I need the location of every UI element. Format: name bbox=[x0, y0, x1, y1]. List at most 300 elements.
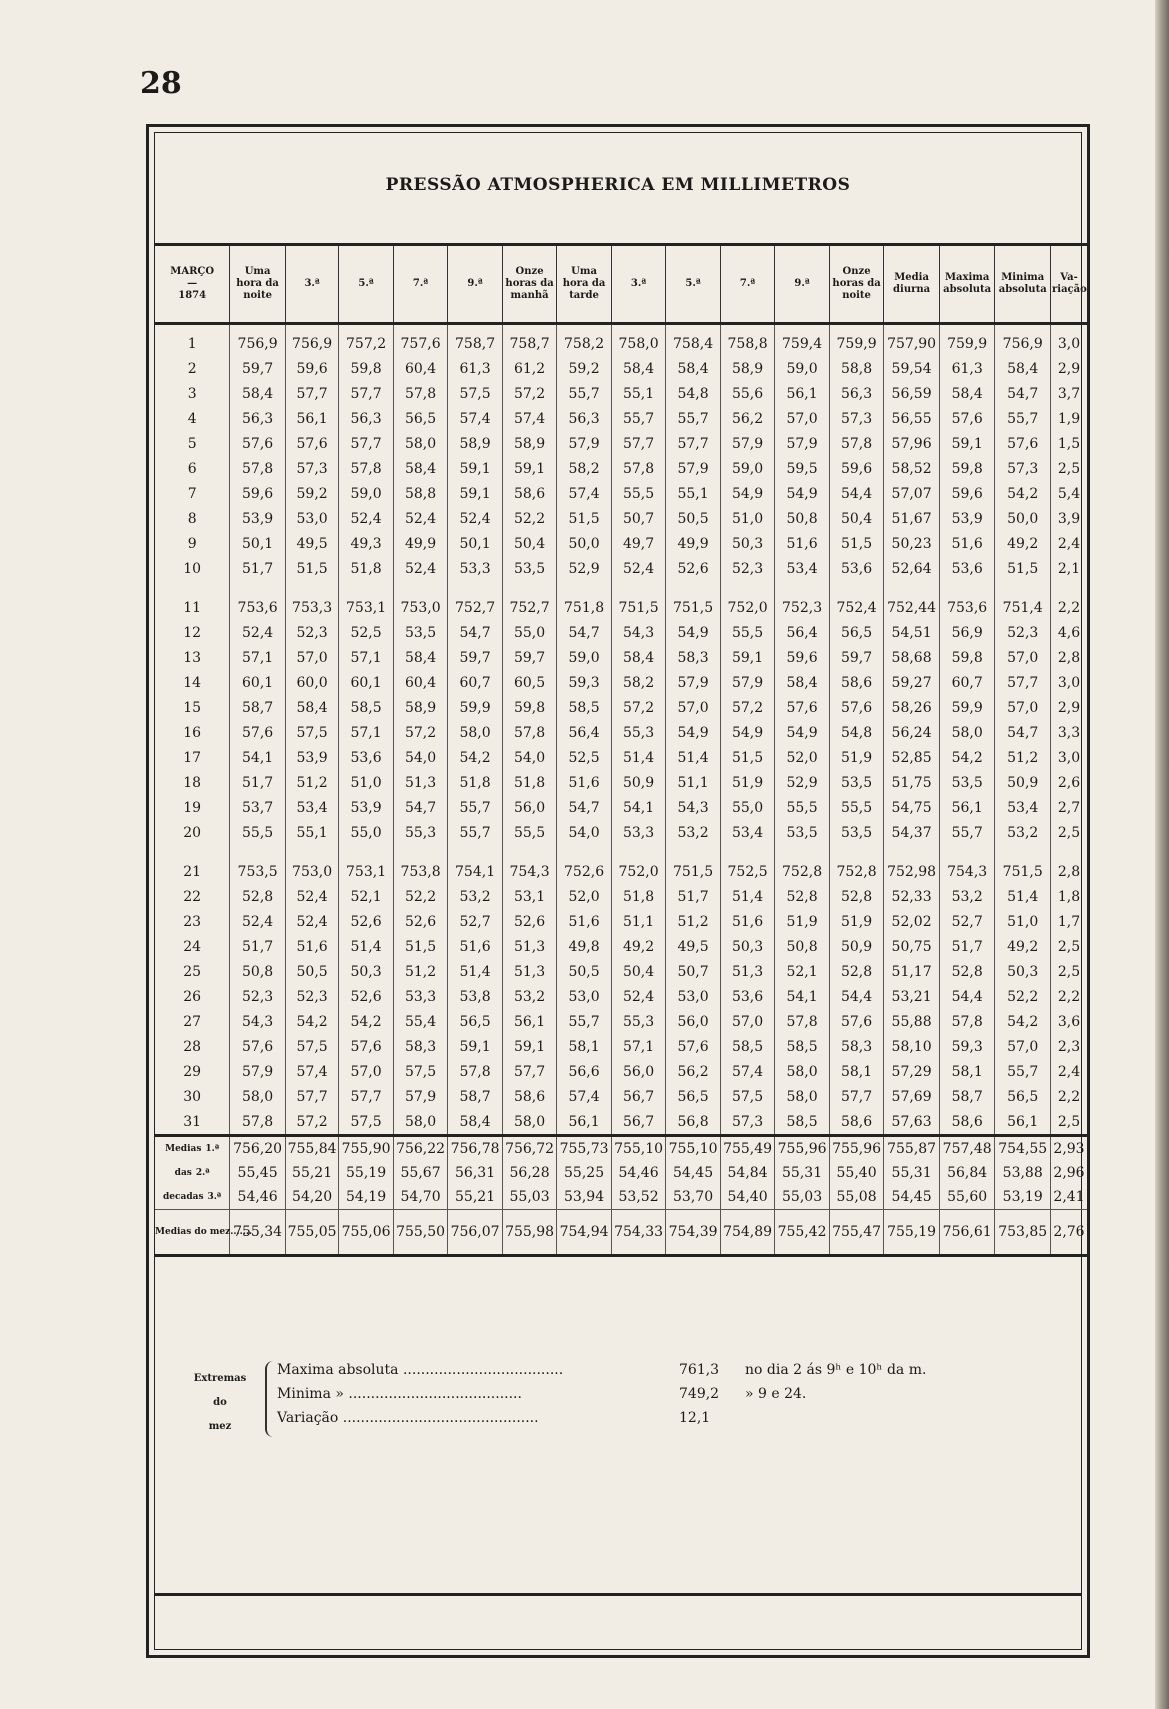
value-cell: 2,5 bbox=[1051, 934, 1088, 959]
table-row bbox=[155, 1059, 1087, 1084]
value-cell: 57,6 bbox=[230, 720, 286, 745]
value-cell: 58,3 bbox=[666, 645, 721, 670]
value-cell: 57,3 bbox=[829, 406, 884, 431]
spacer-cell bbox=[939, 581, 995, 595]
value-cell: 58,7 bbox=[230, 695, 286, 720]
value-cell: 56,0 bbox=[611, 1059, 666, 1084]
value-cell: 54,4 bbox=[829, 481, 884, 506]
value-cell: 751,5 bbox=[995, 859, 1051, 884]
value-cell: 51,4 bbox=[666, 745, 721, 770]
value-cell: 757,90 bbox=[884, 324, 940, 357]
value-cell: 753,3 bbox=[285, 595, 338, 620]
value-cell: 3,9 bbox=[1051, 506, 1088, 531]
value-cell: 51,6 bbox=[448, 934, 503, 959]
table-row bbox=[155, 1009, 1087, 1034]
value-cell: 54,1 bbox=[611, 795, 666, 820]
column-header: 5.ª bbox=[339, 245, 394, 324]
column-header: 5.ª bbox=[666, 245, 721, 324]
value-cell: 59,8 bbox=[502, 695, 557, 720]
value-cell: 50,4 bbox=[502, 531, 557, 556]
day-cell: 7 bbox=[187, 485, 197, 502]
spacer-cell bbox=[995, 845, 1051, 859]
value-cell: 57,9 bbox=[393, 1084, 448, 1109]
value-cell: 54,46 bbox=[611, 1161, 666, 1185]
value-cell: 2,5 bbox=[1051, 1109, 1088, 1136]
value-cell: 53,9 bbox=[230, 506, 286, 531]
spacer-cell bbox=[502, 845, 557, 859]
value-cell: 59,2 bbox=[557, 356, 612, 381]
value-cell: 52,3 bbox=[720, 556, 775, 581]
value-cell: 52,8 bbox=[775, 884, 830, 909]
value-cell: 51,4 bbox=[448, 959, 503, 984]
value-cell: 50,8 bbox=[775, 506, 830, 531]
value-cell: 751,5 bbox=[611, 595, 666, 620]
value-cell: 57,3 bbox=[995, 456, 1051, 481]
value-cell: 58,6 bbox=[829, 670, 884, 695]
value-cell: 56,84 bbox=[939, 1161, 995, 1185]
extreme-value: 749,2 bbox=[679, 1386, 720, 1402]
value-cell: 56,28 bbox=[502, 1161, 557, 1185]
value-cell: 57,7 bbox=[995, 670, 1051, 695]
value-cell: 759,9 bbox=[829, 324, 884, 357]
value-cell: 753,1 bbox=[339, 859, 394, 884]
value-cell: 57,5 bbox=[393, 1059, 448, 1084]
value-cell: 56,24 bbox=[884, 720, 940, 745]
value-cell: 52,6 bbox=[339, 909, 394, 934]
extreme-name: Minima » ....................................... bbox=[277, 1386, 522, 1402]
value-cell: 755,90 bbox=[339, 1136, 394, 1162]
extreme-name: Maxima absoluta .................................... bbox=[277, 1362, 564, 1378]
value-cell: 51,3 bbox=[502, 959, 557, 984]
value-cell: 753,8 bbox=[393, 859, 448, 884]
value-cell: 53,70 bbox=[666, 1185, 721, 1210]
value-cell: 52,3 bbox=[230, 984, 286, 1009]
value-cell: 56,4 bbox=[775, 620, 830, 645]
value-cell: 59,5 bbox=[775, 456, 830, 481]
table-row bbox=[155, 695, 1087, 720]
value-cell: 53,4 bbox=[285, 795, 338, 820]
value-cell: 58,5 bbox=[557, 695, 612, 720]
day-cell: 11 bbox=[183, 599, 202, 616]
value-cell: 59,1 bbox=[448, 481, 503, 506]
value-cell: 3,7 bbox=[1051, 381, 1088, 406]
value-cell: 58,8 bbox=[393, 481, 448, 506]
value-cell: 58,9 bbox=[448, 431, 503, 456]
value-cell: 57,8 bbox=[393, 381, 448, 406]
value-cell: 51,4 bbox=[995, 884, 1051, 909]
value-cell: 49,2 bbox=[995, 531, 1051, 556]
value-cell: 53,5 bbox=[829, 770, 884, 795]
value-cell: 56,3 bbox=[829, 381, 884, 406]
value-cell: 56,7 bbox=[611, 1109, 666, 1136]
value-cell: 758,8 bbox=[720, 324, 775, 357]
value-cell: 53,2 bbox=[995, 820, 1051, 845]
extremes-label-line: mez bbox=[208, 1421, 232, 1432]
value-cell: 755,98 bbox=[502, 1210, 557, 1256]
table-row bbox=[155, 531, 1087, 556]
value-cell: 57,7 bbox=[666, 431, 721, 456]
column-header: 7.ª bbox=[720, 245, 775, 324]
value-cell: 55,03 bbox=[775, 1185, 830, 1210]
value-cell: 755,84 bbox=[285, 1136, 338, 1162]
value-cell: 755,06 bbox=[339, 1210, 394, 1256]
value-cell: 56,31 bbox=[448, 1161, 503, 1185]
value-cell: 57,8 bbox=[230, 1109, 286, 1136]
value-cell: 57,6 bbox=[339, 1034, 394, 1059]
value-cell: 51,9 bbox=[829, 745, 884, 770]
page-title: PRESSÃO ATMOSPHERICA EM MILLIMETROS bbox=[385, 175, 851, 195]
value-cell: 50,0 bbox=[995, 506, 1051, 531]
value-cell: 57,6 bbox=[995, 431, 1051, 456]
value-cell: 58,6 bbox=[939, 1109, 995, 1136]
column-header: 3.ª bbox=[285, 245, 338, 324]
value-cell: 59,7 bbox=[448, 645, 503, 670]
value-cell: 51,5 bbox=[557, 506, 612, 531]
value-cell: 53,5 bbox=[939, 770, 995, 795]
value-cell: 60,1 bbox=[339, 670, 394, 695]
value-cell: 57,3 bbox=[285, 456, 338, 481]
value-cell: 2,96 bbox=[1051, 1161, 1088, 1185]
value-cell: 57,7 bbox=[339, 1084, 394, 1109]
value-cell: 54,20 bbox=[285, 1185, 338, 1210]
value-cell: 60,7 bbox=[448, 670, 503, 695]
value-cell: 55,6 bbox=[720, 381, 775, 406]
value-cell: 55,7 bbox=[557, 1009, 612, 1034]
value-cell: 59,0 bbox=[339, 481, 394, 506]
value-cell: 55,1 bbox=[285, 820, 338, 845]
value-cell: 51,4 bbox=[611, 745, 666, 770]
day-cell: 5 bbox=[187, 435, 197, 452]
value-cell: 57,7 bbox=[285, 1084, 338, 1109]
spacer-cell bbox=[448, 581, 503, 595]
month-name: MARÇO bbox=[170, 266, 215, 277]
value-cell: 59,1 bbox=[939, 431, 995, 456]
value-cell: 752,8 bbox=[775, 859, 830, 884]
value-cell: 57,0 bbox=[995, 695, 1051, 720]
value-cell: 2,9 bbox=[1051, 695, 1088, 720]
table-row bbox=[155, 670, 1087, 695]
value-cell: 51,7 bbox=[666, 884, 721, 909]
value-cell: 51,5 bbox=[829, 531, 884, 556]
spacer-cell bbox=[611, 845, 666, 859]
value-cell: 57,8 bbox=[230, 456, 286, 481]
value-cell: 57,0 bbox=[995, 645, 1051, 670]
value-cell: 752,44 bbox=[884, 595, 940, 620]
value-cell: 56,3 bbox=[557, 406, 612, 431]
value-cell: 58,0 bbox=[939, 720, 995, 745]
value-cell: 52,2 bbox=[995, 984, 1051, 1009]
value-cell: 5,4 bbox=[1051, 481, 1088, 506]
day-cell: 24 bbox=[183, 938, 202, 955]
value-cell: 56,1 bbox=[557, 1109, 612, 1136]
column-header: Onze horas da manhã bbox=[502, 245, 557, 324]
value-cell: 51,4 bbox=[720, 884, 775, 909]
value-cell: 58,68 bbox=[884, 645, 940, 670]
value-cell: 2,93 bbox=[1051, 1136, 1088, 1162]
value-cell: 57,96 bbox=[884, 431, 940, 456]
value-cell: 53,88 bbox=[995, 1161, 1051, 1185]
value-cell: 54,7 bbox=[995, 720, 1051, 745]
value-cell: 60,5 bbox=[502, 670, 557, 695]
value-cell: 57,9 bbox=[720, 431, 775, 456]
value-cell: 55,25 bbox=[557, 1161, 612, 1185]
value-cell: 57,9 bbox=[720, 670, 775, 695]
column-header: Minima absoluta bbox=[995, 245, 1051, 324]
value-cell: 3,0 bbox=[1051, 670, 1088, 695]
day-cell: 30 bbox=[183, 1088, 202, 1105]
value-cell: 51,2 bbox=[995, 745, 1051, 770]
value-cell: 57,6 bbox=[230, 431, 286, 456]
value-cell: 58,0 bbox=[775, 1084, 830, 1109]
value-cell: 752,7 bbox=[502, 595, 557, 620]
table-row bbox=[155, 620, 1087, 645]
value-cell: 57,1 bbox=[230, 645, 286, 670]
value-cell: 52,4 bbox=[285, 884, 338, 909]
value-cell: 55,21 bbox=[285, 1161, 338, 1185]
value-cell: 55,67 bbox=[393, 1161, 448, 1185]
value-cell: 756,61 bbox=[939, 1210, 995, 1256]
value-cell: 50,0 bbox=[557, 531, 612, 556]
value-cell: 53,1 bbox=[502, 884, 557, 909]
column-header: Va-riação bbox=[1051, 245, 1088, 324]
decade-mean-row bbox=[155, 1185, 1087, 1210]
value-cell: 757,48 bbox=[939, 1136, 995, 1162]
value-cell: 53,8 bbox=[448, 984, 503, 1009]
value-cell: 757,2 bbox=[339, 324, 394, 357]
value-cell: 54,40 bbox=[720, 1185, 775, 1210]
value-cell: 56,5 bbox=[666, 1084, 721, 1109]
value-cell: 56,0 bbox=[502, 795, 557, 820]
value-cell: 57,0 bbox=[666, 695, 721, 720]
value-cell: 57,7 bbox=[611, 431, 666, 456]
spacer-cell bbox=[155, 581, 230, 595]
value-cell: 3,6 bbox=[1051, 1009, 1088, 1034]
value-cell: 57,9 bbox=[230, 1059, 286, 1084]
value-cell: 756,07 bbox=[448, 1210, 503, 1256]
value-cell: 3,0 bbox=[1051, 324, 1088, 357]
header-row bbox=[155, 245, 1087, 324]
table-row bbox=[155, 795, 1087, 820]
value-cell: 54,4 bbox=[939, 984, 995, 1009]
value-cell: 54,0 bbox=[557, 820, 612, 845]
value-cell: 60,7 bbox=[939, 670, 995, 695]
value-cell: 51,9 bbox=[829, 909, 884, 934]
value-cell: 59,8 bbox=[339, 356, 394, 381]
value-cell: 753,6 bbox=[939, 595, 995, 620]
value-cell: 2,2 bbox=[1051, 984, 1088, 1009]
value-cell: 57,8 bbox=[775, 1009, 830, 1034]
value-cell: 54,2 bbox=[995, 481, 1051, 506]
day-cell: 6 bbox=[187, 460, 197, 477]
day-cell: 27 bbox=[183, 1013, 202, 1030]
value-cell: 53,3 bbox=[448, 556, 503, 581]
value-cell: 59,7 bbox=[502, 645, 557, 670]
value-cell: 55,88 bbox=[884, 1009, 940, 1034]
value-cell: 53,0 bbox=[557, 984, 612, 1009]
value-cell: 57,2 bbox=[502, 381, 557, 406]
value-cell: 57,3 bbox=[720, 1109, 775, 1136]
value-cell: 53,21 bbox=[884, 984, 940, 1009]
table-row bbox=[155, 645, 1087, 670]
table-row bbox=[155, 1109, 1087, 1136]
page-edge bbox=[1155, 0, 1169, 1709]
value-cell: 56,1 bbox=[995, 1109, 1051, 1136]
value-cell: 758,7 bbox=[502, 324, 557, 357]
value-cell: 52,3 bbox=[285, 984, 338, 1009]
table-row bbox=[155, 506, 1087, 531]
value-cell: 56,8 bbox=[666, 1109, 721, 1136]
value-cell: 54,8 bbox=[829, 720, 884, 745]
value-cell: 2,2 bbox=[1051, 1084, 1088, 1109]
spacer-cell bbox=[666, 581, 721, 595]
value-cell: 52,2 bbox=[502, 506, 557, 531]
value-cell: 56,1 bbox=[502, 1009, 557, 1034]
value-cell: 57,8 bbox=[939, 1009, 995, 1034]
column-header: Uma hora da tarde bbox=[557, 245, 612, 324]
value-cell: 755,42 bbox=[775, 1210, 830, 1256]
spacer-row bbox=[155, 845, 1087, 859]
value-cell: 55,5 bbox=[720, 620, 775, 645]
value-cell: 53,3 bbox=[611, 820, 666, 845]
value-cell: 55,7 bbox=[995, 1059, 1051, 1084]
value-cell: 52,1 bbox=[339, 884, 394, 909]
value-cell: 55,1 bbox=[666, 481, 721, 506]
value-cell: 54,7 bbox=[557, 795, 612, 820]
value-cell: 50,7 bbox=[666, 959, 721, 984]
value-cell: 58,6 bbox=[829, 1109, 884, 1136]
column-header: Media diurna bbox=[884, 245, 940, 324]
value-cell: 57,7 bbox=[285, 381, 338, 406]
value-cell: 56,59 bbox=[884, 381, 940, 406]
value-cell: 756,9 bbox=[995, 324, 1051, 357]
value-cell: 58,4 bbox=[666, 356, 721, 381]
value-cell: 51,67 bbox=[884, 506, 940, 531]
value-cell: 58,8 bbox=[829, 356, 884, 381]
value-cell: 752,0 bbox=[611, 859, 666, 884]
spacer-cell bbox=[775, 845, 830, 859]
spacer-cell bbox=[666, 845, 721, 859]
value-cell: 754,3 bbox=[939, 859, 995, 884]
value-cell: 752,3 bbox=[775, 595, 830, 620]
value-cell: 756,9 bbox=[285, 324, 338, 357]
extreme-variation bbox=[277, 1407, 711, 1429]
value-cell: 752,5 bbox=[720, 859, 775, 884]
value-cell: 753,0 bbox=[393, 595, 448, 620]
value-cell: 51,3 bbox=[393, 770, 448, 795]
spacer-cell bbox=[393, 581, 448, 595]
value-cell: 57,8 bbox=[611, 456, 666, 481]
spacer-cell bbox=[230, 845, 286, 859]
value-cell: 57,5 bbox=[720, 1084, 775, 1109]
value-cell: 58,2 bbox=[557, 456, 612, 481]
value-cell: 58,4 bbox=[995, 356, 1051, 381]
value-cell: 752,6 bbox=[557, 859, 612, 884]
value-cell: 55,21 bbox=[448, 1185, 503, 1210]
value-cell: 58,5 bbox=[775, 1109, 830, 1136]
spacer-cell bbox=[1051, 581, 1088, 595]
table-row bbox=[155, 745, 1087, 770]
value-cell: 58,3 bbox=[393, 1034, 448, 1059]
value-cell: 55,7 bbox=[557, 381, 612, 406]
value-cell: 52,3 bbox=[995, 620, 1051, 645]
value-cell: 751,5 bbox=[666, 595, 721, 620]
value-cell: 49,2 bbox=[995, 934, 1051, 959]
value-cell: 54,3 bbox=[611, 620, 666, 645]
column-header: 7.ª bbox=[393, 245, 448, 324]
value-cell: 757,6 bbox=[393, 324, 448, 357]
extreme-value: 761,3 bbox=[679, 1362, 720, 1378]
value-cell: 59,2 bbox=[285, 481, 338, 506]
value-cell: 55,7 bbox=[666, 406, 721, 431]
value-cell: 57,0 bbox=[285, 645, 338, 670]
value-cell: 3,3 bbox=[1051, 720, 1088, 745]
spacer-cell bbox=[829, 845, 884, 859]
spacer-cell bbox=[285, 845, 338, 859]
table-frame bbox=[146, 124, 1090, 1658]
value-cell: 55,5 bbox=[230, 820, 286, 845]
value-cell: 52,4 bbox=[230, 909, 286, 934]
value-cell: 57,07 bbox=[884, 481, 940, 506]
value-cell: 57,0 bbox=[720, 1009, 775, 1034]
spacer-cell bbox=[393, 845, 448, 859]
table-frame-inner bbox=[154, 132, 1087, 1650]
month-mean-row bbox=[155, 1210, 1087, 1256]
value-cell: 54,8 bbox=[666, 381, 721, 406]
value-cell: 49,7 bbox=[611, 531, 666, 556]
value-cell: 59,1 bbox=[502, 1034, 557, 1059]
decade-label-text: das bbox=[174, 1168, 192, 1178]
spacer-cell bbox=[230, 581, 286, 595]
value-cell: 759,4 bbox=[775, 324, 830, 357]
value-cell: 56,9 bbox=[939, 620, 995, 645]
value-cell: 49,9 bbox=[393, 531, 448, 556]
value-cell: 57,5 bbox=[339, 1109, 394, 1136]
day-cell: 18 bbox=[183, 774, 202, 791]
value-cell: 49,5 bbox=[285, 531, 338, 556]
value-cell: 758,4 bbox=[666, 324, 721, 357]
value-cell: 752,8 bbox=[829, 859, 884, 884]
value-cell: 52,5 bbox=[557, 745, 612, 770]
value-cell: 56,2 bbox=[720, 406, 775, 431]
value-cell: 53,6 bbox=[339, 745, 394, 770]
value-cell: 59,6 bbox=[939, 481, 995, 506]
value-cell: 51,2 bbox=[285, 770, 338, 795]
value-cell: 752,0 bbox=[720, 595, 775, 620]
value-cell: 59,6 bbox=[829, 456, 884, 481]
value-cell: 57,8 bbox=[339, 456, 394, 481]
value-cell: 58,6 bbox=[502, 481, 557, 506]
value-cell: 55,03 bbox=[502, 1185, 557, 1210]
day-cell: 29 bbox=[183, 1063, 202, 1080]
value-cell: 60,1 bbox=[230, 670, 286, 695]
value-cell: 59,27 bbox=[884, 670, 940, 695]
value-cell: 51,1 bbox=[611, 909, 666, 934]
value-cell: 3,0 bbox=[1051, 745, 1088, 770]
day-cell: 16 bbox=[183, 724, 202, 741]
value-cell: 57,8 bbox=[829, 431, 884, 456]
value-cell: 755,10 bbox=[611, 1136, 666, 1162]
value-cell: 756,78 bbox=[448, 1136, 503, 1162]
value-cell: 55,7 bbox=[611, 406, 666, 431]
value-cell: 52,8 bbox=[829, 884, 884, 909]
value-cell: 56,5 bbox=[829, 620, 884, 645]
value-cell: 55,0 bbox=[339, 820, 394, 845]
value-cell: 52,4 bbox=[393, 556, 448, 581]
value-cell: 755,96 bbox=[829, 1136, 884, 1162]
value-cell: 753,0 bbox=[285, 859, 338, 884]
value-cell: 1,5 bbox=[1051, 431, 1088, 456]
value-cell: 58,6 bbox=[502, 1084, 557, 1109]
